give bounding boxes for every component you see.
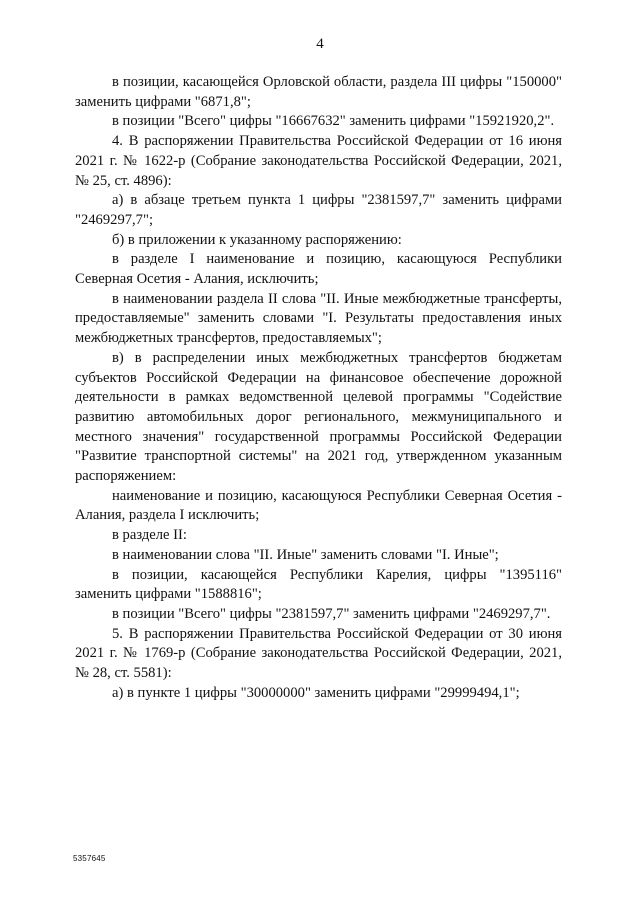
paragraph-1: в позиции, касающейся Орловской области, раздела III цифры "150000" заменить цифрами "6871,8"; — [75, 74, 562, 110]
paragraph-8: в) в распределении иных межбюджетных трансфертов бюджетам субъектов Российской Федерации на финансовое обеспечение дорожной деятельности в рамках ведомственной целевой программы "Содействие развитию автомобильных дорог регионального, межмуниципального и местного значения" государственной программы Российской Федерации "Развитие транспортной системы" на 2021 год, утвержденном указанным распоряжением: — [75, 349, 562, 485]
paragraph-14: 5. В распоряжении Правительства Российской Федерации от 30 июня 2021 г. № 1769-р (Собрание законодательства Российской Федерации, 2021, № 28, ст. 5581): — [75, 625, 562, 682]
paragraph-6: в разделе I наименование и позицию, касающуюся Республики Северная Осетия - Алания, исключить; — [75, 251, 562, 288]
paragraph-11: в наименовании слова "II. Иные" заменить словами "I. Иные"; — [112, 546, 499, 563]
paragraph-15: а) в пункте 1 цифры "30000000" заменить цифрами "29999494,1"; — [112, 684, 520, 701]
page-number: 4 — [316, 36, 324, 52]
paragraph-9: наименование и позицию, касающуюся Республики Северная Осетия - Алания, раздела I исключить; — [75, 487, 562, 524]
paragraph-13: в позиции "Всего" цифры "2381597,7" заменить цифрами "2469297,7". — [112, 605, 551, 622]
paragraph-10: в разделе II: — [112, 527, 187, 544]
paragraph-12: в позиции, касающейся Республики Карелия, цифры "1395116" заменить цифрами "1588816"; — [75, 566, 562, 603]
document-body — [75, 73, 562, 704]
paragraph-4: а) в абзаце третьем пункта 1 цифры "2381597,7" заменить цифрами "2469297,7"; — [75, 192, 562, 228]
paragraph-3: 4. В распоряжении Правительства Российской Федерации от 16 июня 2021 г. № 1622-р (Собрание законодательства Российской Федерации, 2021, № 25, ст. 4896): — [75, 133, 562, 189]
document-code: 5357645 — [73, 854, 106, 863]
paragraph-2: в позиции "Всего" цифры "16667632" заменить цифрами "15921920,2". — [112, 113, 555, 130]
paragraph-5: б) в приложении к указанному распоряжению: — [112, 231, 402, 248]
paragraph-7: в наименовании раздела II слова "II. Иные межбюджетные трансферты, предоставляемые" заменить словами "I. Результаты предоставления иных межбюджетных трансфертов, предоставляемых"; — [75, 290, 562, 347]
